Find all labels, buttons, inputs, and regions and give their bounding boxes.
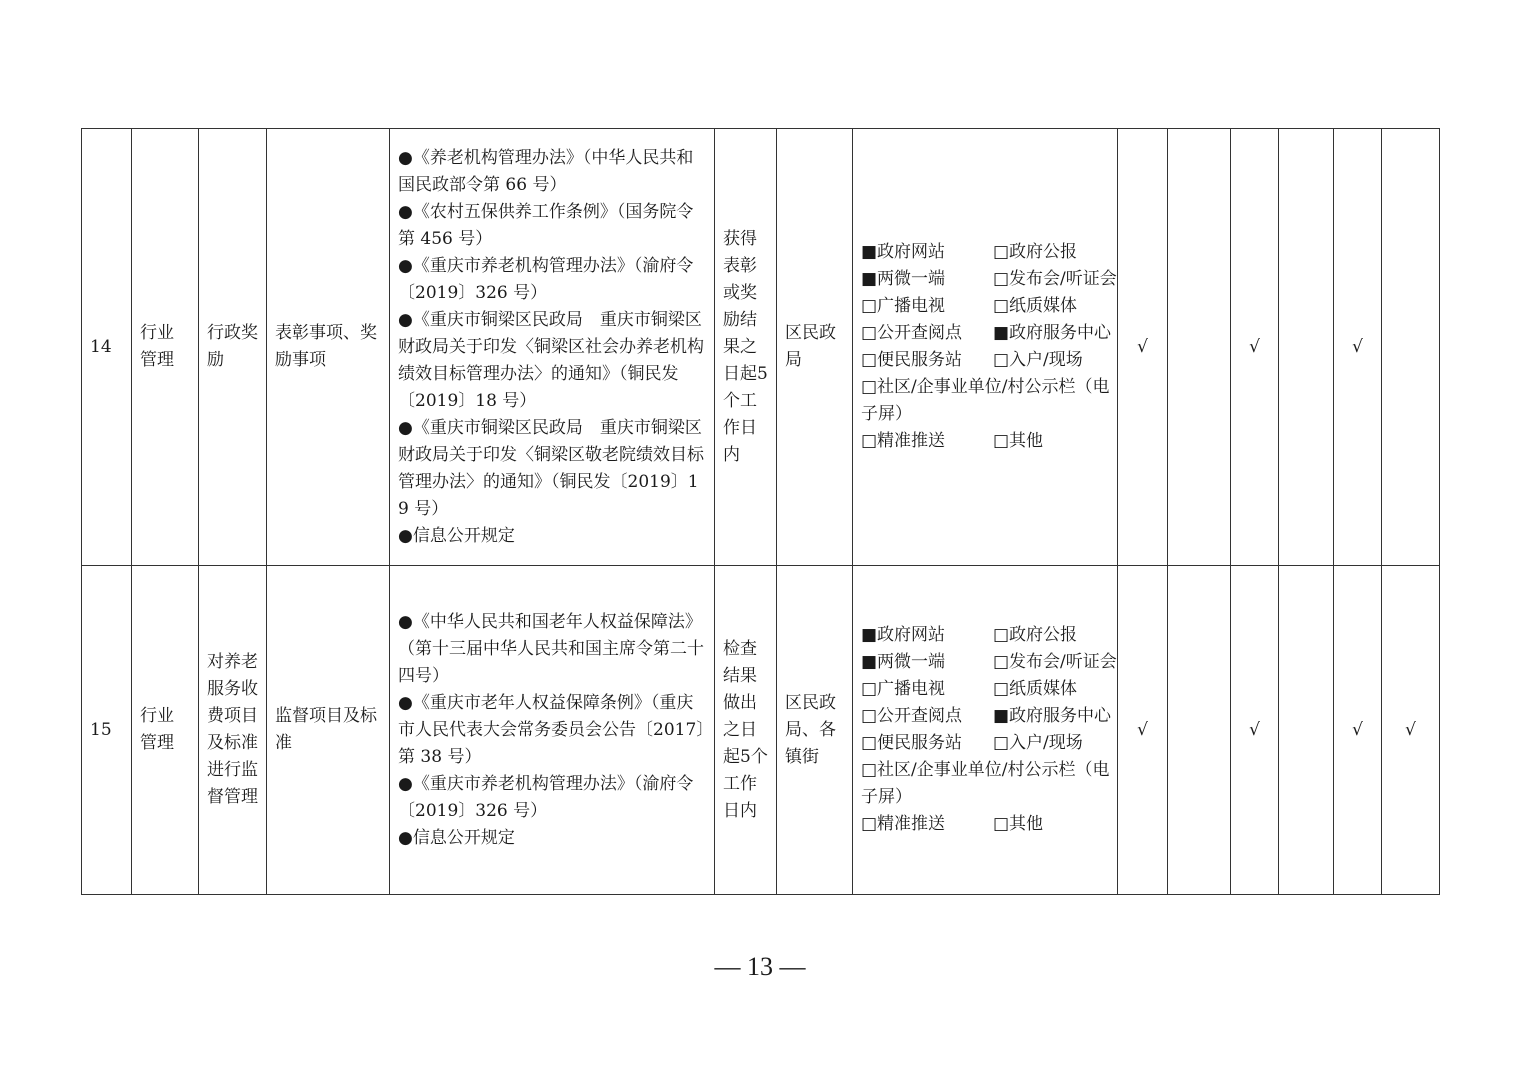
category-cell: 行业管理 bbox=[132, 566, 199, 895]
channels-grid bbox=[861, 622, 1117, 838]
check-cell bbox=[1382, 129, 1440, 566]
legal-basis-item: ●《中华人民共和国老年人权益保障法》（第十三届中华人民共和国主席令第二十四号） bbox=[398, 611, 704, 686]
channel-option: □其他 bbox=[993, 431, 1044, 451]
legal-basis-item: ●信息公开规定 bbox=[398, 525, 515, 546]
check-cell: √ bbox=[1118, 129, 1168, 566]
channel-option: □社区/企事业单位/村公示栏（电子屏） bbox=[861, 377, 1110, 424]
check-cell: √ bbox=[1334, 129, 1382, 566]
channel-option: ■政府服务中心 bbox=[993, 323, 1112, 343]
channels-cell bbox=[853, 129, 1118, 566]
legal-basis-item: ●《重庆市铜梁区民政局 重庆市铜梁区财政局关于印发〈铜梁区社会办养老机构绩效目标管理办法〉的通知》（铜民发〔2019〕18 号） bbox=[398, 309, 704, 411]
channel-option: □公开查阅点 bbox=[861, 706, 963, 726]
legal-basis-item: ●《重庆市养老机构管理办法》（渝府令〔2019〕326 号） bbox=[398, 773, 694, 821]
category-cell: 行业管理 bbox=[132, 129, 199, 566]
legal-basis-cell bbox=[390, 129, 715, 566]
channel-option: ■政府网站 bbox=[861, 242, 946, 262]
check-cell: √ bbox=[1231, 129, 1279, 566]
subject-cell: 区民政局 bbox=[777, 129, 853, 566]
legal-basis-item: ●《重庆市养老机构管理办法》（渝府令〔2019〕326 号） bbox=[398, 255, 694, 303]
channels-grid bbox=[861, 239, 1117, 455]
channel-option: □政府公报 bbox=[993, 242, 1078, 262]
channel-option: □纸质媒体 bbox=[993, 296, 1078, 316]
channel-option: □入户/现场 bbox=[993, 350, 1083, 370]
check-cell: √ bbox=[1334, 566, 1382, 895]
channel-option: ■两微一端 bbox=[861, 652, 946, 672]
timeframe-cell: 检查结果做出之日起5个工作日内 bbox=[715, 566, 777, 895]
item-cell: 监督项目及标准 bbox=[267, 566, 390, 895]
legal-basis-item: ●信息公开规定 bbox=[398, 827, 515, 848]
channel-option: ■政府服务中心 bbox=[993, 706, 1112, 726]
channel-option: □广播电视 bbox=[861, 296, 946, 316]
channel-option: □发布会/听证会 bbox=[993, 269, 1117, 289]
row-number: 14 bbox=[82, 129, 132, 566]
check-cell: √ bbox=[1231, 566, 1279, 895]
channel-option: □便民服务站 bbox=[861, 733, 963, 753]
legal-basis-cell bbox=[390, 566, 715, 895]
type-cell: 对养老服务收费项目及标准进行监督管理 bbox=[199, 566, 267, 895]
channel-option: □精准推送 bbox=[861, 431, 946, 451]
check-cell bbox=[1168, 566, 1231, 895]
timeframe-cell: 获得表彰或奖励结果之日起5个工作日内 bbox=[715, 129, 777, 566]
channels-cell bbox=[853, 566, 1118, 895]
channel-option: □广播电视 bbox=[861, 679, 946, 699]
channel-option: ■政府网站 bbox=[861, 625, 946, 645]
channel-option: □便民服务站 bbox=[861, 350, 963, 370]
legal-basis-item: ●《重庆市铜梁区民政局 重庆市铜梁区财政局关于印发〈铜梁区敬老院绩效目标管理办法〉的通知》（铜民发〔2019〕19 号） bbox=[398, 417, 704, 519]
check-cell bbox=[1279, 566, 1334, 895]
channel-option: □入户/现场 bbox=[993, 733, 1083, 753]
channel-option: □公开查阅点 bbox=[861, 323, 963, 343]
legal-basis-item: ●《农村五保供养工作条例》（国务院令第 456 号） bbox=[398, 201, 694, 249]
check-cell bbox=[1168, 129, 1231, 566]
legal-basis-item: ●《重庆市老年人权益保障条例》（重庆市人民代表大会常务委员会公告〔2017〕第 38 号） bbox=[398, 692, 705, 767]
channel-option: □发布会/听证会 bbox=[993, 652, 1117, 672]
channel-option: ■两微一端 bbox=[861, 269, 946, 289]
channel-option: □其他 bbox=[993, 814, 1044, 834]
check-cell: √ bbox=[1382, 566, 1440, 895]
channel-option: □政府公报 bbox=[993, 625, 1078, 645]
legal-basis-item: ●《养老机构管理办法》（中华人民共和国民政部令第 66 号） bbox=[398, 147, 694, 195]
row-number: 15 bbox=[82, 566, 132, 895]
check-cell bbox=[1279, 129, 1334, 566]
check-cell: √ bbox=[1118, 566, 1168, 895]
type-cell: 行政奖励 bbox=[199, 129, 267, 566]
item-cell: 表彰事项、奖励事项 bbox=[267, 129, 390, 566]
subject-cell: 区民政局、各镇街 bbox=[777, 566, 853, 895]
table-row bbox=[82, 566, 1440, 895]
channel-option: □精准推送 bbox=[861, 814, 946, 834]
page-number: — 13 — bbox=[714, 952, 806, 981]
disclosure-table bbox=[81, 128, 1440, 895]
channel-option: □纸质媒体 bbox=[993, 679, 1078, 699]
channel-option: □社区/企事业单位/村公示栏（电子屏） bbox=[861, 760, 1110, 807]
table-row bbox=[82, 129, 1440, 566]
